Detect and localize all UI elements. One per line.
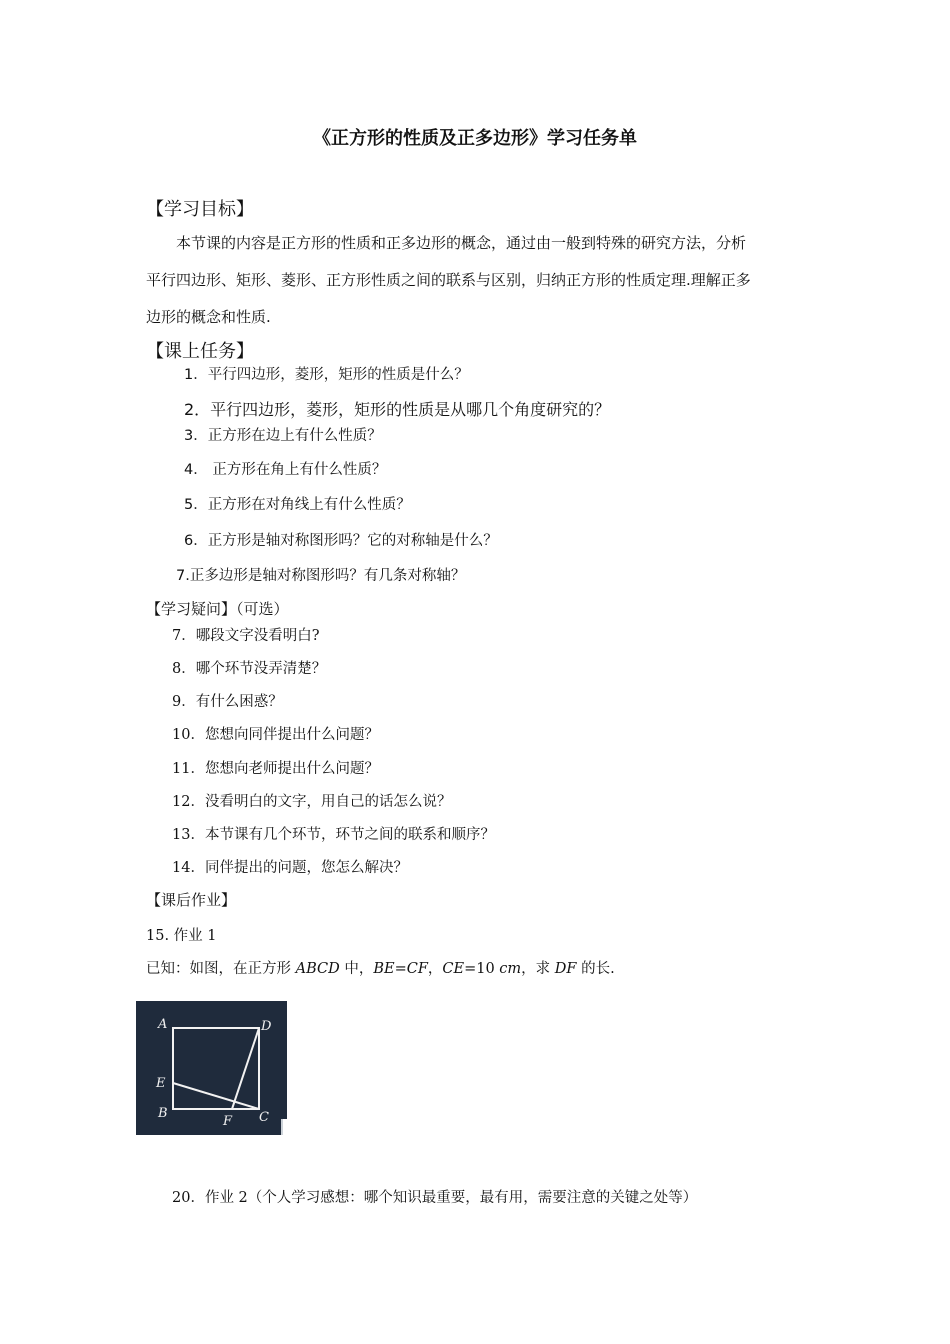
label-b: B (158, 1106, 168, 1121)
label-f: F (223, 1114, 233, 1129)
class-task-item: 1．平行四边形，菱形，矩形的性质是什么？ (184, 367, 469, 383)
class-task-item: 6．正方形是轴对称图形吗？它的对称轴是什么？ (184, 533, 498, 549)
label-d: D (261, 1019, 272, 1034)
goals-line-3: 边形的概念和性质. (146, 308, 271, 326)
question-item: 13．本节课有几个环节，环节之间的联系和顺序？ (172, 827, 495, 843)
label-c: C (259, 1110, 269, 1125)
homework-1-label: 15. 作业 1 (146, 928, 217, 944)
homework-heading: 【课后作业】 (146, 891, 237, 909)
question-item: 9．有什么困惑？ (172, 694, 283, 710)
question-item: 11．您想向老师提出什么问题？ (172, 761, 379, 777)
label-e: E (156, 1076, 166, 1091)
class-tasks-heading: 【课上任务】 (146, 341, 254, 362)
class-task-item: 2．平行四边形，菱形，矩形的性质是从哪几个角度研究的？ (184, 400, 611, 419)
goals-line-2: 平行四边形、矩形、菱形、正方形性质之间的联系与区别，归纳正方形的性质定理.理解正多 (146, 271, 751, 289)
homework-1-problem: 已知：如图，在正方形 ABCD 中，BE=CF，CE=10 cm，求 DF 的长. (146, 961, 615, 977)
question-item: 10．您想向同伴提出什么问题？ (172, 727, 379, 743)
goals-heading: 【学习目标】 (146, 199, 254, 220)
goals-line-1: 本节课的内容是正方形的性质和正多边形的概念，通过由一般到特殊的研究方法，分析 (176, 234, 747, 252)
page-title: 《正方形的性质及正多边形》学习任务单 (313, 128, 637, 149)
class-task-item: 5．正方形在对角线上有什么性质？ (184, 497, 411, 513)
question-item: 8．哪个环节没弄清楚？ (172, 661, 327, 677)
homework-2-label: 20．作业 2（个人学习感想：哪个知识最重要，最有用，需要注意的关键之处等） (172, 1190, 698, 1206)
question-item: 14．同伴提出的问题，您怎么解决？ (172, 860, 408, 876)
question-item: 12．没看明白的文字，用自己的话怎么说？ (172, 794, 452, 810)
class-task-item: 7.正多边形是轴对称图形吗？有几条对称轴？ (176, 568, 466, 584)
class-task-item: 3．正方形在边上有什么性质？ (184, 428, 382, 444)
questions-heading: 【学习疑问】（可选） (146, 600, 289, 618)
class-task-item: 4． 正方形在角上有什么性质？ (184, 462, 387, 478)
question-item: 7．哪段文字没看明白? (172, 628, 320, 644)
label-a: A (158, 1017, 168, 1032)
square-figure (136, 1001, 287, 1135)
